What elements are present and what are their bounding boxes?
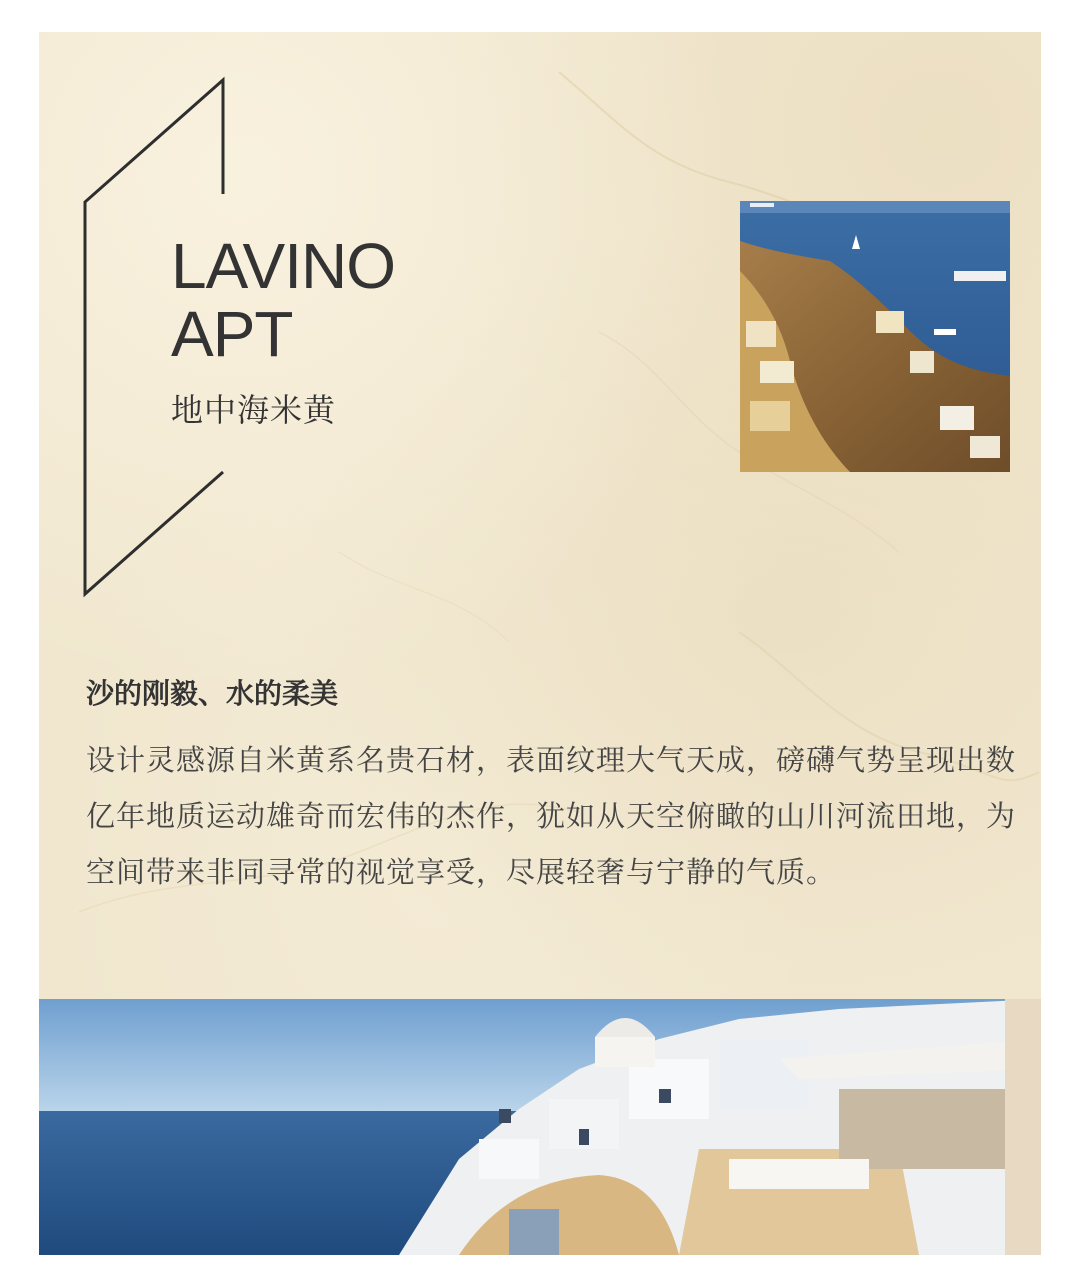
whitewashed-village-sea-photo xyxy=(39,999,1041,1255)
product-title-chinese: 地中海米黄 xyxy=(171,391,337,429)
marble-panel xyxy=(39,32,1041,999)
product-title xyxy=(171,232,395,368)
cliffside-village-sea-photo xyxy=(740,201,1010,472)
product-title-line2: APT xyxy=(171,298,293,370)
section-heading: 沙的刚毅、水的柔美 xyxy=(86,677,339,710)
product-title-line1: LAVINO xyxy=(171,230,395,302)
section-body: 设计灵感源自米黄系名贵石材，表面纹理大气天成，磅礴气势呈现出数亿年地质运动雄奇而宏伟的杰作，犹如从天空俯瞰的山川河流田地，为空间带来非同寻常的视觉享受，尽展轻奢与宁静的气质。 xyxy=(86,743,1017,889)
